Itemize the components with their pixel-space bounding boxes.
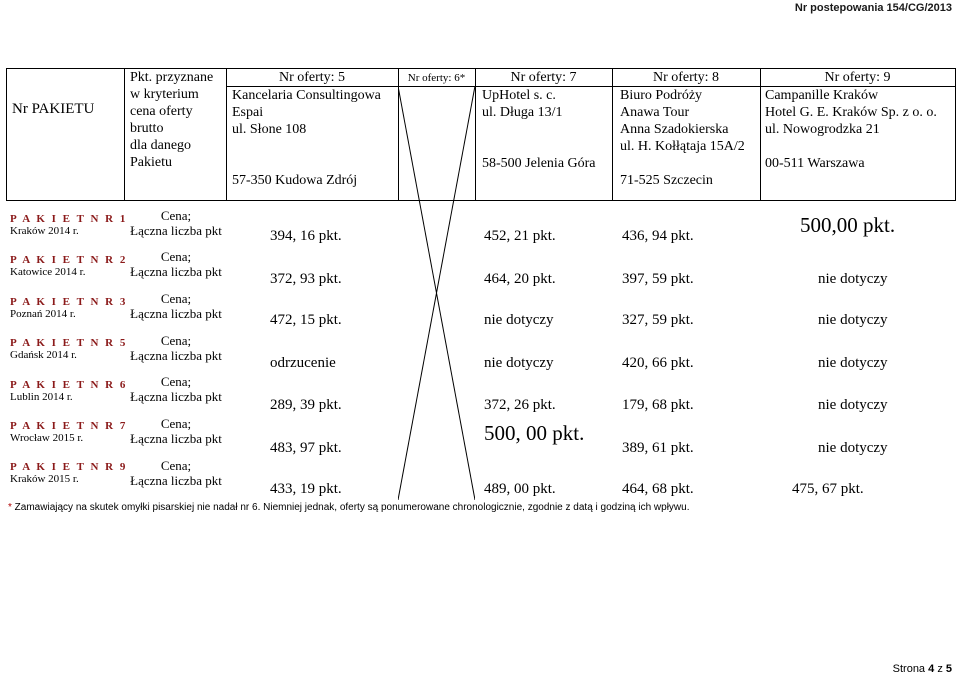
offer-8-score: 327, 59 pkt. bbox=[622, 312, 694, 328]
criteria-cena: Cena; bbox=[160, 458, 192, 473]
offer-9-score: 500,00 pkt. bbox=[800, 213, 896, 237]
pakiet-number: P A K I E T N R 5 bbox=[10, 337, 128, 349]
offer-9-line: Campanille Kraków bbox=[765, 88, 879, 103]
criteria-points: Łączna liczba pkt bbox=[130, 389, 222, 404]
criteria-cena: Cena; bbox=[160, 416, 192, 431]
offer-5-score: 394, 16 pkt. bbox=[270, 228, 342, 244]
footnote bbox=[8, 502, 689, 513]
col-pakiet-header: Nr PAKIETU bbox=[12, 101, 95, 117]
offer-9-line: ul. Nowogrodzka 21 bbox=[765, 122, 880, 137]
offer-8-score: 420, 66 pkt. bbox=[622, 355, 694, 371]
pakiet-city: Katowice 2014 r. bbox=[10, 266, 86, 278]
page-prefix: Strona bbox=[892, 663, 926, 675]
offer-7-score: 500, 00 pkt. bbox=[484, 421, 585, 445]
page-total: 5 bbox=[945, 663, 952, 675]
row-criteria bbox=[126, 291, 226, 321]
table-row-label bbox=[10, 296, 127, 320]
offer-7-line: 58-500 Jelenia Góra bbox=[482, 156, 596, 171]
footnote-star: * bbox=[8, 502, 12, 513]
criteria-header-line: brutto bbox=[130, 121, 164, 136]
offer-8-line: Anawa Tour bbox=[620, 105, 690, 120]
page-current: 4 bbox=[928, 663, 935, 675]
offer-7-score: nie dotyczy bbox=[484, 312, 554, 328]
offer-7-score: nie dotyczy bbox=[484, 355, 554, 371]
offer-5-score: 372, 93 pkt. bbox=[270, 271, 342, 287]
offer-5-score: 472, 15 pkt. bbox=[270, 312, 342, 328]
row-criteria bbox=[126, 458, 226, 488]
table-row-label bbox=[10, 254, 127, 278]
offer-9-score: 475, 67 pkt. bbox=[792, 481, 864, 497]
offer-8-score: 436, 94 pkt. bbox=[622, 228, 694, 244]
offer-9-line: Hotel G. E. Kraków Sp. z o. o. bbox=[765, 105, 937, 120]
offer-7-score: 464, 20 pkt. bbox=[484, 271, 556, 287]
pakiet-city: Kraków 2015 r. bbox=[10, 473, 79, 485]
row-criteria bbox=[126, 333, 226, 363]
table-row-label bbox=[10, 379, 127, 403]
offer-8-title: Nr oferty: 8 bbox=[652, 70, 720, 85]
offer-8-line: Anna Szadokierska bbox=[620, 122, 729, 137]
pakiet-number: P A K I E T N R 7 bbox=[10, 420, 128, 432]
criteria-cena: Cena; bbox=[160, 374, 192, 389]
document-header: Nr postepowania 154/CG/2013 bbox=[794, 2, 952, 14]
offer-9-title: Nr oferty: 9 bbox=[824, 70, 891, 85]
table-row-label bbox=[10, 213, 127, 237]
offer-5-score: 483, 97 pkt. bbox=[270, 440, 342, 456]
offer-5-line: 57-350 Kudowa Zdrój bbox=[232, 173, 358, 188]
offer-6-title: Nr oferty: 6* bbox=[407, 72, 466, 84]
offer-8-line: ul. H. Kołłątaja 15A/2 bbox=[620, 139, 745, 154]
offer-9-line: 00-511 Warszawa bbox=[765, 156, 865, 171]
offer-8-line: Biuro Podróży bbox=[620, 88, 703, 103]
offer-7-title: Nr oferty: 7 bbox=[510, 70, 577, 85]
pakiet-city: Poznań 2014 r. bbox=[10, 308, 76, 320]
offer-9-score: nie dotyczy bbox=[818, 312, 888, 328]
offer-8-score: 397, 59 pkt. bbox=[622, 271, 694, 287]
criteria-header-line: dla danego bbox=[130, 138, 192, 153]
table-row-label bbox=[10, 461, 127, 485]
col-divider bbox=[6, 68, 7, 200]
offer-5-score: 289, 39 pkt. bbox=[270, 397, 342, 413]
offer-9-score: nie dotyczy bbox=[818, 440, 888, 456]
pakiet-number: P A K I E T N R 1 bbox=[10, 213, 128, 225]
pakiet-number: P A K I E T N R 9 bbox=[10, 461, 128, 473]
criteria-header-line: Pkt. przyznane bbox=[130, 70, 214, 85]
criteria-points: Łączna liczba pkt bbox=[130, 473, 222, 488]
offer-7-line: UpHotel s. c. bbox=[482, 88, 556, 103]
offer-8-score: 464, 68 pkt. bbox=[622, 481, 694, 497]
row-criteria bbox=[126, 374, 226, 404]
offer-5-score: odrzucenie bbox=[270, 355, 336, 371]
table-row-label bbox=[10, 420, 127, 444]
offer-5-line: Espai bbox=[232, 105, 264, 120]
pakiet-city: Kraków 2014 r. bbox=[10, 225, 79, 237]
table-header-bottom bbox=[6, 200, 956, 201]
pakiet-number: P A K I E T N R 2 bbox=[10, 254, 128, 266]
criteria-cena: Cena; bbox=[160, 208, 192, 223]
criteria-points: Łączna liczba pkt bbox=[130, 348, 222, 363]
pakiet-number: P A K I E T N R 3 bbox=[10, 296, 128, 308]
col-divider bbox=[612, 68, 613, 200]
offer-9-score: nie dotyczy bbox=[818, 355, 888, 371]
criteria-points: Łączna liczba pkt bbox=[130, 223, 222, 238]
criteria-header-line: cena oferty bbox=[130, 104, 193, 119]
criteria-points: Łączna liczba pkt bbox=[130, 306, 222, 321]
offer-9-score: nie dotyczy bbox=[818, 271, 888, 287]
criteria-cena: Cena; bbox=[160, 291, 192, 306]
col-divider bbox=[475, 68, 476, 200]
col-divider bbox=[226, 68, 227, 200]
table-row-label bbox=[10, 337, 127, 361]
offer-8-score: 389, 61 pkt. bbox=[622, 440, 694, 456]
offer-5-line: Kancelaria Consultingowa bbox=[232, 88, 381, 103]
offer-9-score: nie dotyczy bbox=[818, 397, 888, 413]
pakiet-city: Gdańsk 2014 r. bbox=[10, 349, 77, 361]
pakiet-city: Wrocław 2015 r. bbox=[10, 432, 84, 444]
col-divider bbox=[760, 68, 761, 200]
offer-7-score: 489, 00 pkt. bbox=[484, 481, 556, 497]
criteria-cena: Cena; bbox=[160, 333, 192, 348]
pakiet-city: Lublin 2014 r. bbox=[10, 391, 73, 403]
footnote-text: Zamawiający na skutek omyłki pisarskiej nie nadał nr 6. Niemniej jednak, oferty są ponumerowane chronologicznie, zgodnie z datą i godziną ich wpływu. bbox=[11, 502, 690, 513]
offer-7-score: 372, 26 pkt. bbox=[484, 397, 556, 413]
offer-5-score: 433, 19 pkt. bbox=[270, 481, 342, 497]
criteria-points: Łączna liczba pkt bbox=[130, 264, 222, 279]
row-criteria bbox=[126, 249, 226, 279]
criteria-cena: Cena; bbox=[160, 249, 192, 264]
criteria-points: Łączna liczba pkt bbox=[130, 431, 222, 446]
criteria-header-line: Pakietu bbox=[130, 155, 172, 170]
row-criteria bbox=[126, 416, 226, 446]
offer-5-title: Nr oferty: 5 bbox=[278, 70, 346, 85]
page-sep: z bbox=[937, 663, 943, 675]
offer-7-line: ul. Długa 13/1 bbox=[482, 105, 563, 120]
offer-5-line: ul. Słone 108 bbox=[232, 122, 307, 137]
offer-8-line: 71-525 Szczecin bbox=[620, 173, 713, 188]
offer-6-strikeout bbox=[398, 86, 475, 500]
row-criteria bbox=[126, 208, 226, 238]
page-number bbox=[893, 663, 952, 675]
pakiet-number: P A K I E T N R 6 bbox=[10, 379, 128, 391]
col-divider bbox=[124, 68, 125, 200]
col-divider bbox=[955, 68, 956, 200]
offer-7-score: 452, 21 pkt. bbox=[484, 228, 556, 244]
offer-8-score: 179, 68 pkt. bbox=[622, 397, 694, 413]
criteria-header-line: w kryterium bbox=[130, 87, 199, 102]
